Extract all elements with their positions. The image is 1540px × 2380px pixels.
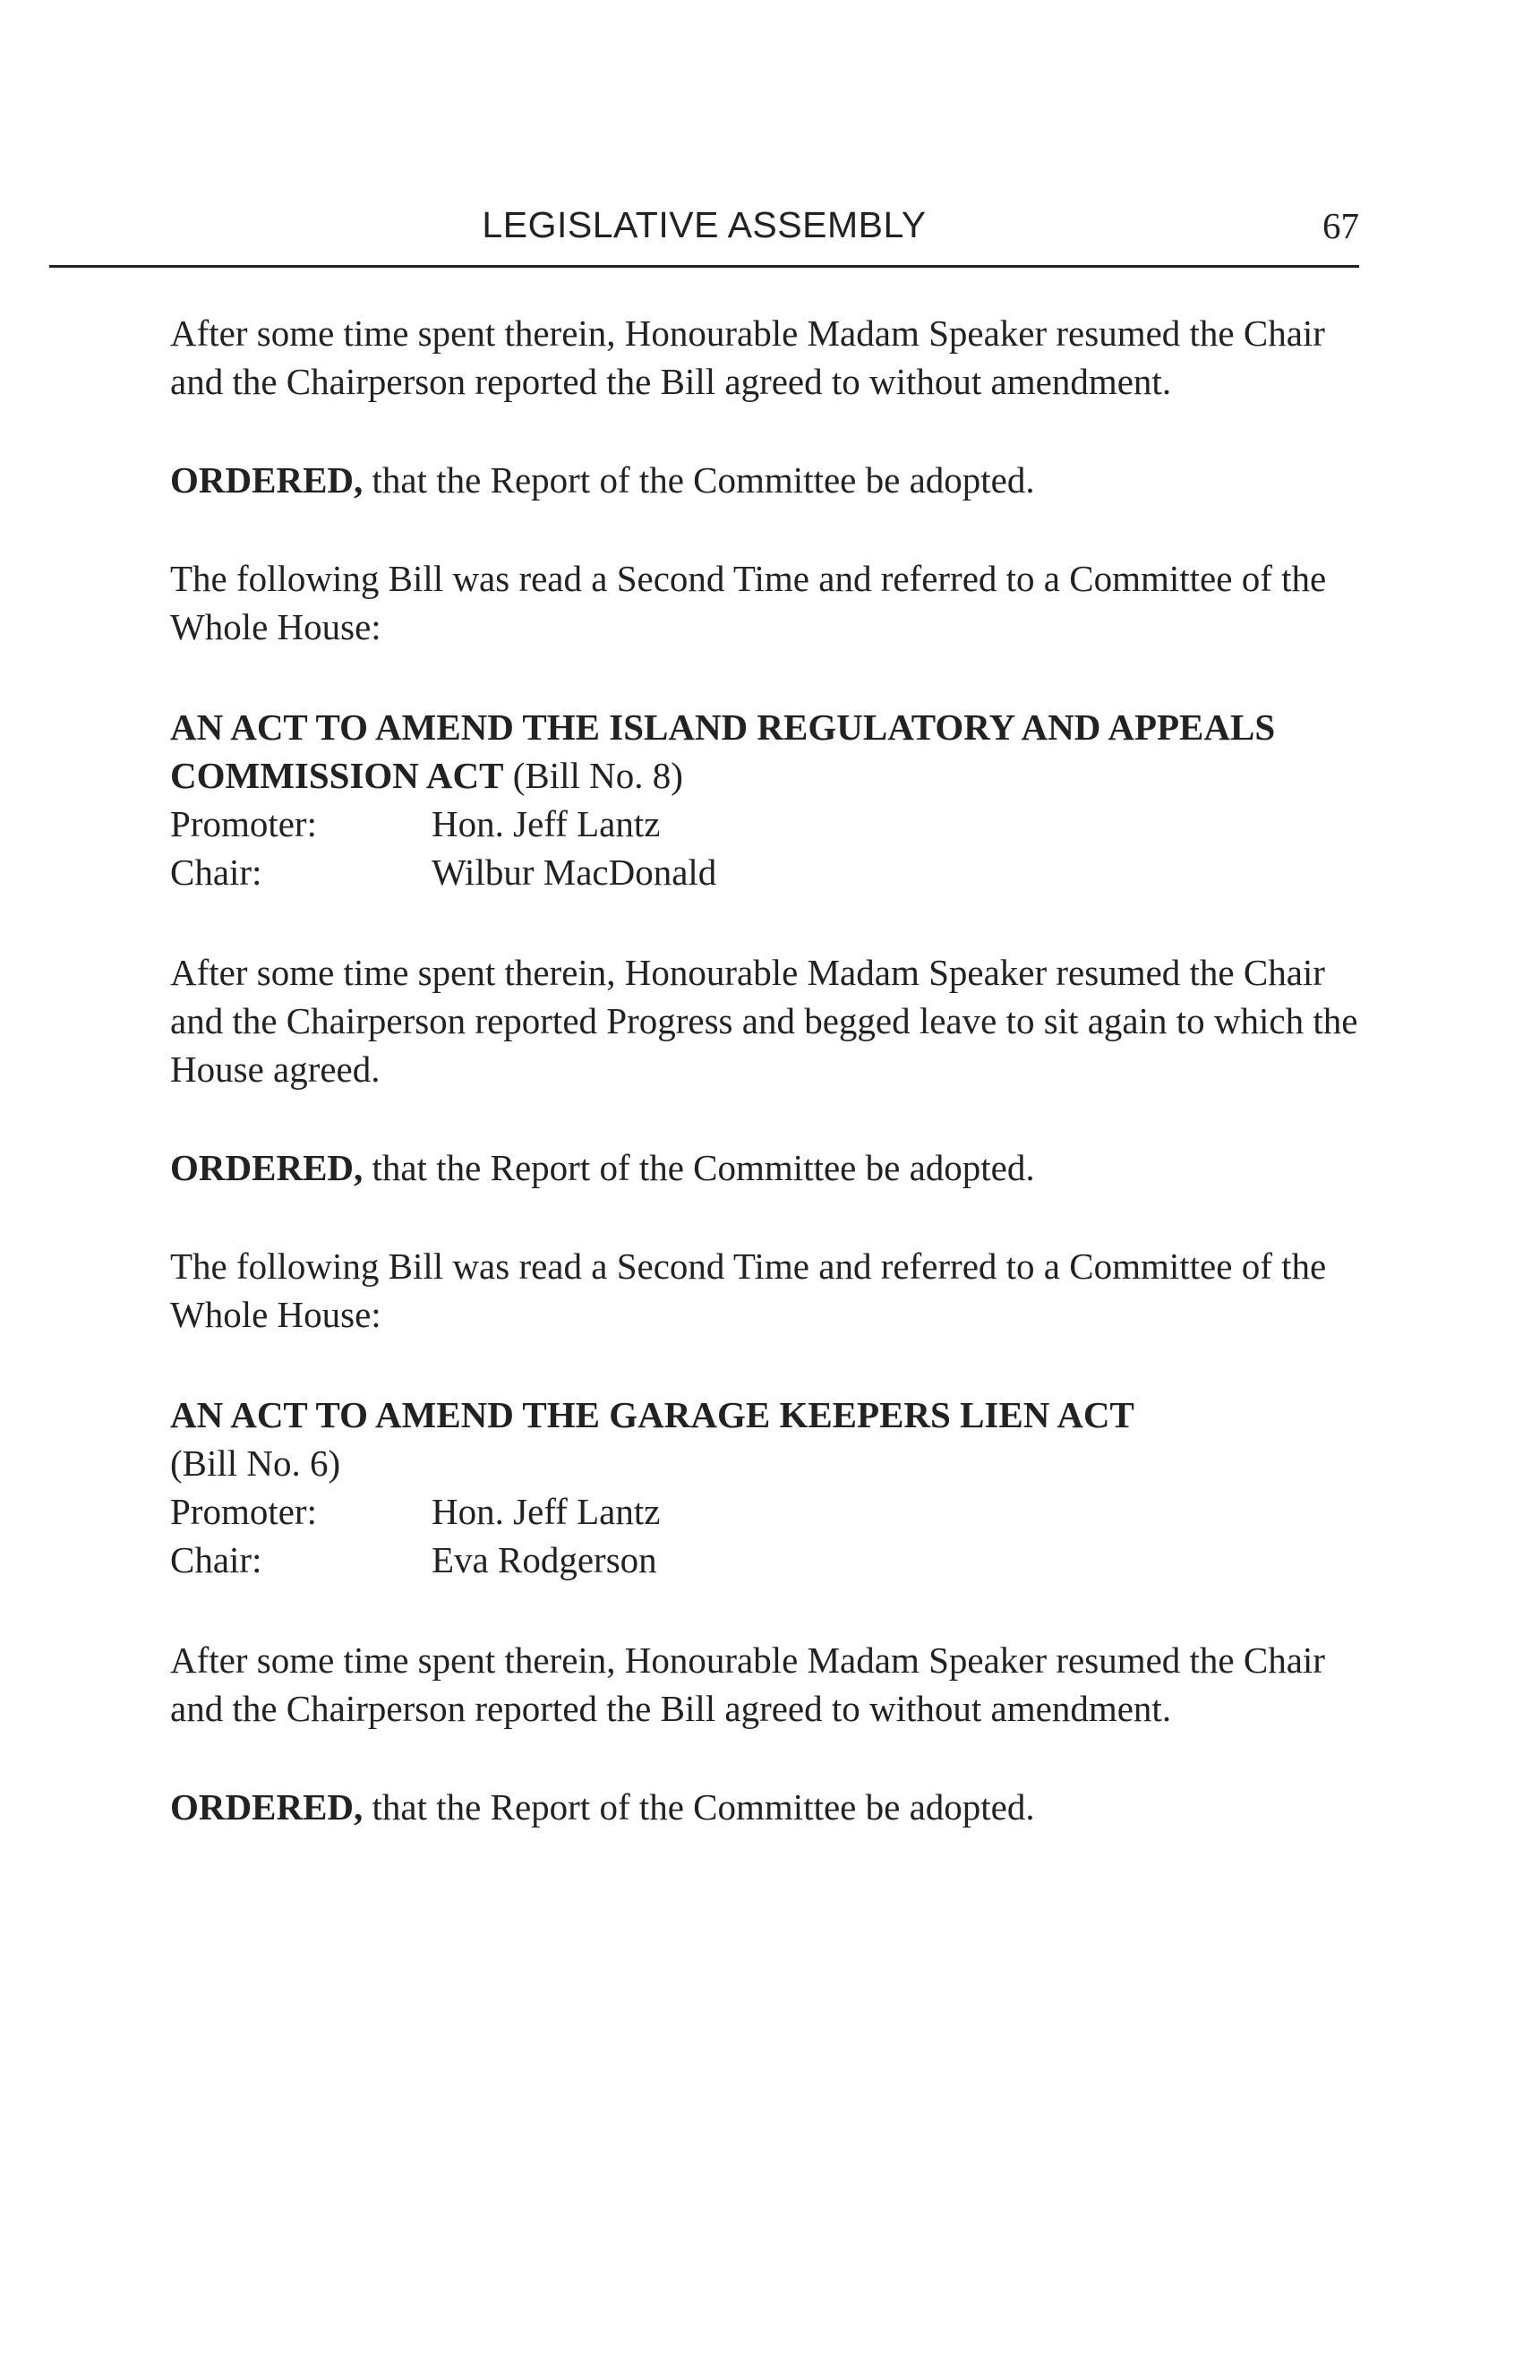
promoter-name: Hon. Jeff Lantz <box>432 803 661 844</box>
chair-name: Wilbur MacDonald <box>432 852 717 893</box>
promoter-row <box>170 1487 1370 1536</box>
second-reading-paragraph: The following Bill was read a Second Time and referred to a Committee of the Whole House: <box>170 1246 1327 1335</box>
ordered-label: ORDERED, <box>170 459 364 501</box>
ordered-paragraph <box>170 1143 1370 1192</box>
ordered-label: ORDERED, <box>170 1147 364 1188</box>
page-header <box>49 204 1359 262</box>
ordered-label: ORDERED, <box>170 1786 364 1828</box>
bill-number: (Bill No. 8) <box>503 755 683 796</box>
bill-number: (Bill No. 6) <box>170 1443 341 1484</box>
committee-report-paragraph: After some time spent therein, Honourable Madam Speaker resumed the Chair and the Chairperson reported Progress and begged leave to sit again to which the House agreed. <box>170 952 1358 1090</box>
chair-row <box>170 1536 1370 1584</box>
page-number: 67 <box>1322 205 1359 246</box>
committee-report-paragraph: After some time spent therein, Honourable Madam Speaker resumed the Chair and the Chairperson reported the Bill agreed to without amendment. <box>170 1639 1325 1729</box>
chair-row <box>170 848 1370 896</box>
promoter-label: Promoter: <box>170 1491 317 1532</box>
promoter-name: Hon. Jeff Lantz <box>432 1491 661 1532</box>
chair-label: Chair: <box>170 852 262 893</box>
committee-report-paragraph: After some time spent therein, Honourable Madam Speaker resumed the Chair and the Chairperson reported the Bill agreed to without amendment. <box>170 312 1325 402</box>
ordered-paragraph <box>170 1783 1370 1831</box>
ordered-text: that the Report of the Committee be adopted. <box>363 1147 1035 1188</box>
bill-block-6 <box>170 1391 1370 1584</box>
promoter-label: Promoter: <box>170 803 317 844</box>
page-body <box>170 309 1370 1831</box>
bill-block-8 <box>170 703 1370 896</box>
chair-label: Chair: <box>170 1539 262 1580</box>
header-rule <box>49 265 1359 268</box>
running-head-title: LEGISLATIVE ASSEMBLY <box>482 204 927 245</box>
bill-title: AN ACT TO AMEND THE GARAGE KEEPERS LIEN ACT <box>170 1394 1134 1435</box>
bill-title-text: AN ACT TO AMEND THE ISLAND REGULATORY AND APPEALS COMMISSION ACT <box>170 706 1276 796</box>
promoter-row <box>170 800 1370 848</box>
second-reading-paragraph: The following Bill was read a Second Time and referred to a Committee of the Whole House: <box>170 558 1327 647</box>
ordered-paragraph <box>170 456 1370 504</box>
bill-title <box>170 703 1370 800</box>
chair-name: Eva Rodgerson <box>432 1539 657 1580</box>
ordered-text: that the Report of the Committee be adopted. <box>363 1786 1035 1828</box>
ordered-text: that the Report of the Committee be adopted. <box>363 459 1035 501</box>
